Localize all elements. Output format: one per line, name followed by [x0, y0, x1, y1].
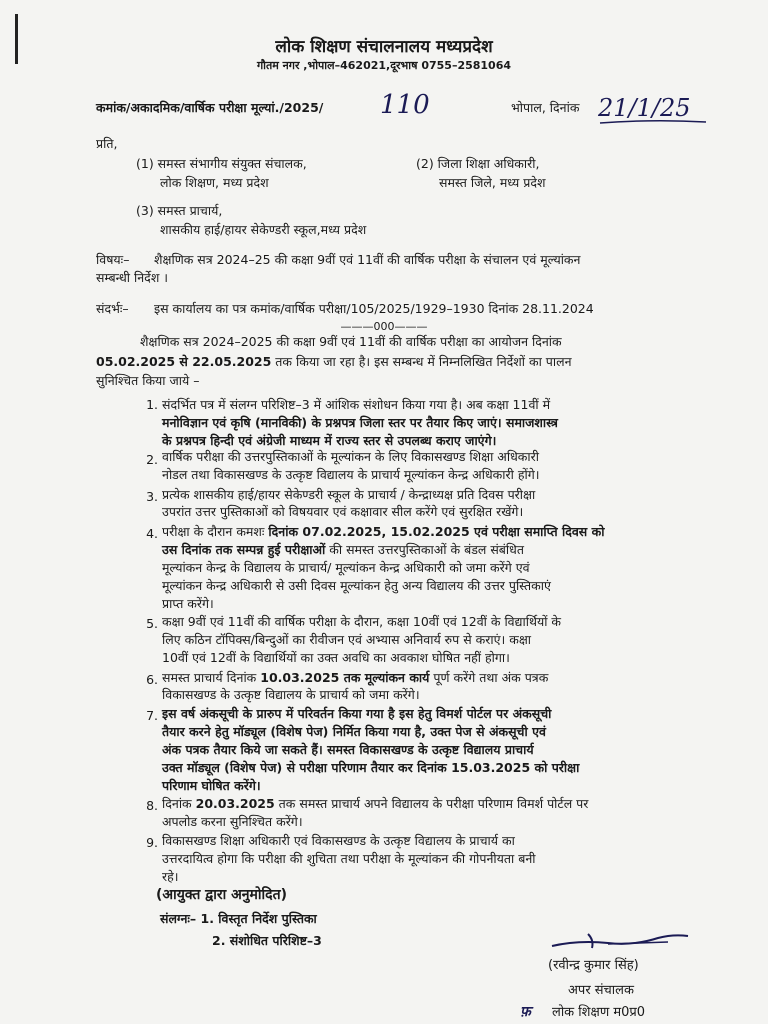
- date-underline: [598, 118, 708, 126]
- item-3-number: 3.: [146, 489, 158, 504]
- item-1-line-2: मनोविज्ञान एवं कृषि (मानविकी) के प्रश्नपत्र जिला स्तर पर तैयार किए जाएं। समाजशास्त्र: [162, 415, 558, 430]
- item-8-line-2: अपलोड करना सुनिश्चित करेंगे।: [162, 814, 303, 829]
- item-7-number: 7.: [146, 708, 158, 723]
- item-3-line-2: उपरांत उत्तर पुस्तिकाओं को विषयवार एवं कक्षावार सील करेंगे एवं सुरक्षित रखेंगे।: [162, 504, 524, 519]
- signatory-name: (रवीन्द्र कुमार सिंह): [548, 958, 639, 973]
- reference-text: इस कार्यालय का पत्र कमांक/वार्षिक परीक्षा/105/2025/1929–1930 दिनांक 28.11.2024: [154, 301, 594, 316]
- office-address: गौतम नगर ,भोपाल–462021,दूरभाष 0755–2581064: [256, 59, 512, 72]
- item-3-line-1: प्रत्येक शासकीय हाई/हायर सेकेण्डरी स्कूल के प्राचार्य / केन्द्राध्यक्ष प्रति दिवस परीक्षा: [162, 487, 536, 502]
- divider-mark: ———000———: [340, 320, 428, 333]
- recipient-2-line-1: (2) जिला शिक्षा अधिकारी,: [416, 156, 540, 171]
- intro-line-2: 05.02.2025 से 22.05.2025 तक किया जा रहा है। इस सम्बन्ध में निम्नलिखित निर्देशों का पालन: [96, 354, 572, 369]
- place-date-label: भोपाल, दिनांक: [511, 100, 580, 115]
- recipient-3-line-1: (3) समस्त प्राचार्य,: [136, 203, 223, 218]
- item-1-line-3: के प्रश्नपत्र हिन्दी एवं अंग्रेजी माध्यम में राज्य स्तर से उपलब्ध कराए जाएंगे।: [162, 433, 497, 448]
- item-4-line-5: प्राप्त करेंगे।: [162, 596, 214, 611]
- item-7-line-3: अंक पत्रक तैयार किये जा सकते हैं। समस्त विकासखण्ड के उत्कृष्ट विद्यालय प्राचार्य: [162, 742, 534, 757]
- handwritten-date: 21/1/25: [598, 94, 691, 122]
- item-6-number: 6.: [146, 672, 158, 687]
- item-4-line-3: मूल्यांकन केन्द्र के विद्यालय के प्राचार्य/ मूल्यांकन केन्द्र अधिकारी को जमा करेंगे एवं: [162, 560, 530, 575]
- intro-line-1: शैक्षणिक सत्र 2024–2025 की कक्षा 9वीं एवं 11वीं की वार्षिक परीक्षा का आयोजन दिनांक: [140, 334, 562, 349]
- item-4-line-2: उस दिनांक तक सम्पन्न हुई परीक्षाओं की समस्त उत्तरपुस्तिकाओं के बंडल संबंधित: [162, 542, 524, 557]
- enclosure-line-2: 2. संशोधित परिशिष्ट–3: [212, 933, 322, 948]
- item-5-line-1: कक्षा 9वीं एवं 11वीं की वार्षिक परीक्षा के दौरान, कक्षा 10वीं एवं 12वीं के विद्यार्थियों के: [162, 614, 562, 629]
- item-7-line-1: इस वर्ष अंकसूची के प्रारुप में परिवर्तन किया गया है इस हेतु विमर्श पोर्टल पर अंकसूची: [162, 706, 552, 721]
- item-9-number: 9.: [146, 835, 158, 850]
- item-2-line-2: नोडल तथा विकासखण्ड के उत्कृष्ट विद्यालय के प्राचार्य मूल्यांकन केन्द्र अधिकारी होंगे।: [162, 467, 540, 482]
- item-2-line-1: वार्षिक परीक्षा की उत्तरपुस्तिकाओं के मूल्यांकन के लिए विकासखण्ड शिक्षा अधिकारी: [162, 449, 539, 464]
- reference-label: संदर्भः–: [96, 301, 129, 316]
- item-8-line-1: दिनांक 20.03.2025 तक समस्त प्राचार्य अपने विद्यालय के परीक्षा परिणाम विमर्श पोर्टल पर: [162, 796, 589, 811]
- letter-number: कमांक/अकादमिक/वार्षिक परीक्षा मूल्यां./2025/: [96, 100, 324, 115]
- signatory-office: लोक शिक्षण म0प्र0: [552, 1005, 646, 1020]
- approval-note: (आयुक्त द्वारा अनुमोदित): [156, 887, 287, 903]
- item-6-line-1: समस्त प्राचार्य दिनांक 10.03.2025 तक मूल्यांकन कार्य पूर्ण करेंगे तथा अंक पत्रक: [162, 670, 549, 685]
- subject-label: विषयः–: [96, 252, 130, 267]
- item-6-line-2: विकासखण्ड के उत्कृष्ट विद्यालय के प्राचार्य को जमा करेंगे।: [162, 687, 420, 702]
- signature-scribble: [548, 926, 698, 956]
- item-4-line-4: मूल्यांकन केन्द्र अधिकारी से उसी दिवस मूल्यांकन हेतु अन्य विद्यालय की उत्तर पुस्तिकाएं: [162, 578, 551, 593]
- recipient-1-line-1: (1) समस्त संभागीय संयुक्त संचालक,: [136, 156, 307, 171]
- prati-label: प्रति,: [96, 136, 118, 151]
- item-9-line-3: रहे।: [162, 869, 179, 884]
- recipient-1-line-2: लोक शिक्षण, मध्य प्रदेश: [160, 175, 269, 190]
- item-1-number: 1.: [146, 397, 158, 412]
- item-8-number: 8.: [146, 798, 158, 813]
- item-4-number: 4.: [146, 526, 158, 541]
- signatory-designation: अपर संचालक: [568, 983, 634, 998]
- item-4-line-1: परीक्षा के दौरान कमशः दिनांक 07.02.2025, 15.02.2025 एवं परीक्षा समाप्ति दिवस को: [162, 524, 605, 539]
- item-1-line-1: संदर्भित पत्र में संलग्न परिशिष्ट–3 में आंशिक संशोधन किया गया है। अब कक्षा 11वीं में: [162, 397, 551, 412]
- subject-line-2: सम्बन्धी निर्देश ।: [96, 270, 169, 285]
- item-7-line-2: तैयार करने हेतु मॉड्यूल (विशेष पेज) निर्मित किया गया है, उक्त पेज से अंकसूची एवं: [162, 724, 546, 739]
- for-mark: फ़: [520, 1004, 531, 1020]
- item-5-number: 5.: [146, 616, 158, 631]
- item-2-number: 2.: [146, 452, 158, 467]
- item-7-line-5: परिणाम घोषित करेंगे।: [162, 778, 261, 793]
- recipient-2-line-2: समस्त जिले, मध्य प्रदेश: [439, 175, 546, 190]
- recipient-3-line-2: शासकीय हाई/हायर सेकेण्डरी स्कूल,मध्य प्रदेश: [160, 222, 367, 237]
- item-9-line-2: उत्तरदायित्व होगा कि परीक्षा की शुचिता तथा परीक्षा के मूल्यांकन की गोपनीयता बनी: [162, 851, 536, 866]
- subject-line-1: शैक्षणिक सत्र 2024–25 की कक्षा 9वीं एवं 11वीं की वार्षिक परीक्षा के संचालन एवं मूल्यांकन: [154, 252, 581, 267]
- item-7-line-4: उक्त मॉड्यूल (विशेष पेज) से परीक्षा परिणाम तैयार कर दिनांक 15.03.2025 को परीक्षा: [162, 760, 580, 775]
- item-9-line-1: विकासखण्ड शिक्षा अधिकारी एवं विकासखण्ड के उत्कृष्ट विद्यालय के प्राचार्य का: [162, 833, 515, 848]
- enclosure-line-1: संलग्नः– 1. विस्तृत निर्देश पुस्तिका: [160, 911, 317, 926]
- exam-period-dates: 05.02.2025 से 22.05.2025: [96, 354, 272, 369]
- intro-line-3: सुनिश्चित किया जाये –: [96, 373, 200, 388]
- item-5-line-3: 10वीं एवं 12वीं के विद्यार्थियों का उक्त अवधि का अवकाश घोषित नहीं होगा।: [162, 650, 510, 665]
- item-5-line-2: लिए कठिन टॉपिक्स/बिन्दुओं का रीवीजन एवं अभ्यास अनिवार्य रुप से कराएं। कक्षा: [162, 632, 532, 647]
- handwritten-letter-number: 110: [380, 90, 430, 120]
- office-title: लोक शिक्षण संचालनालय मध्यप्रदेश: [275, 37, 493, 57]
